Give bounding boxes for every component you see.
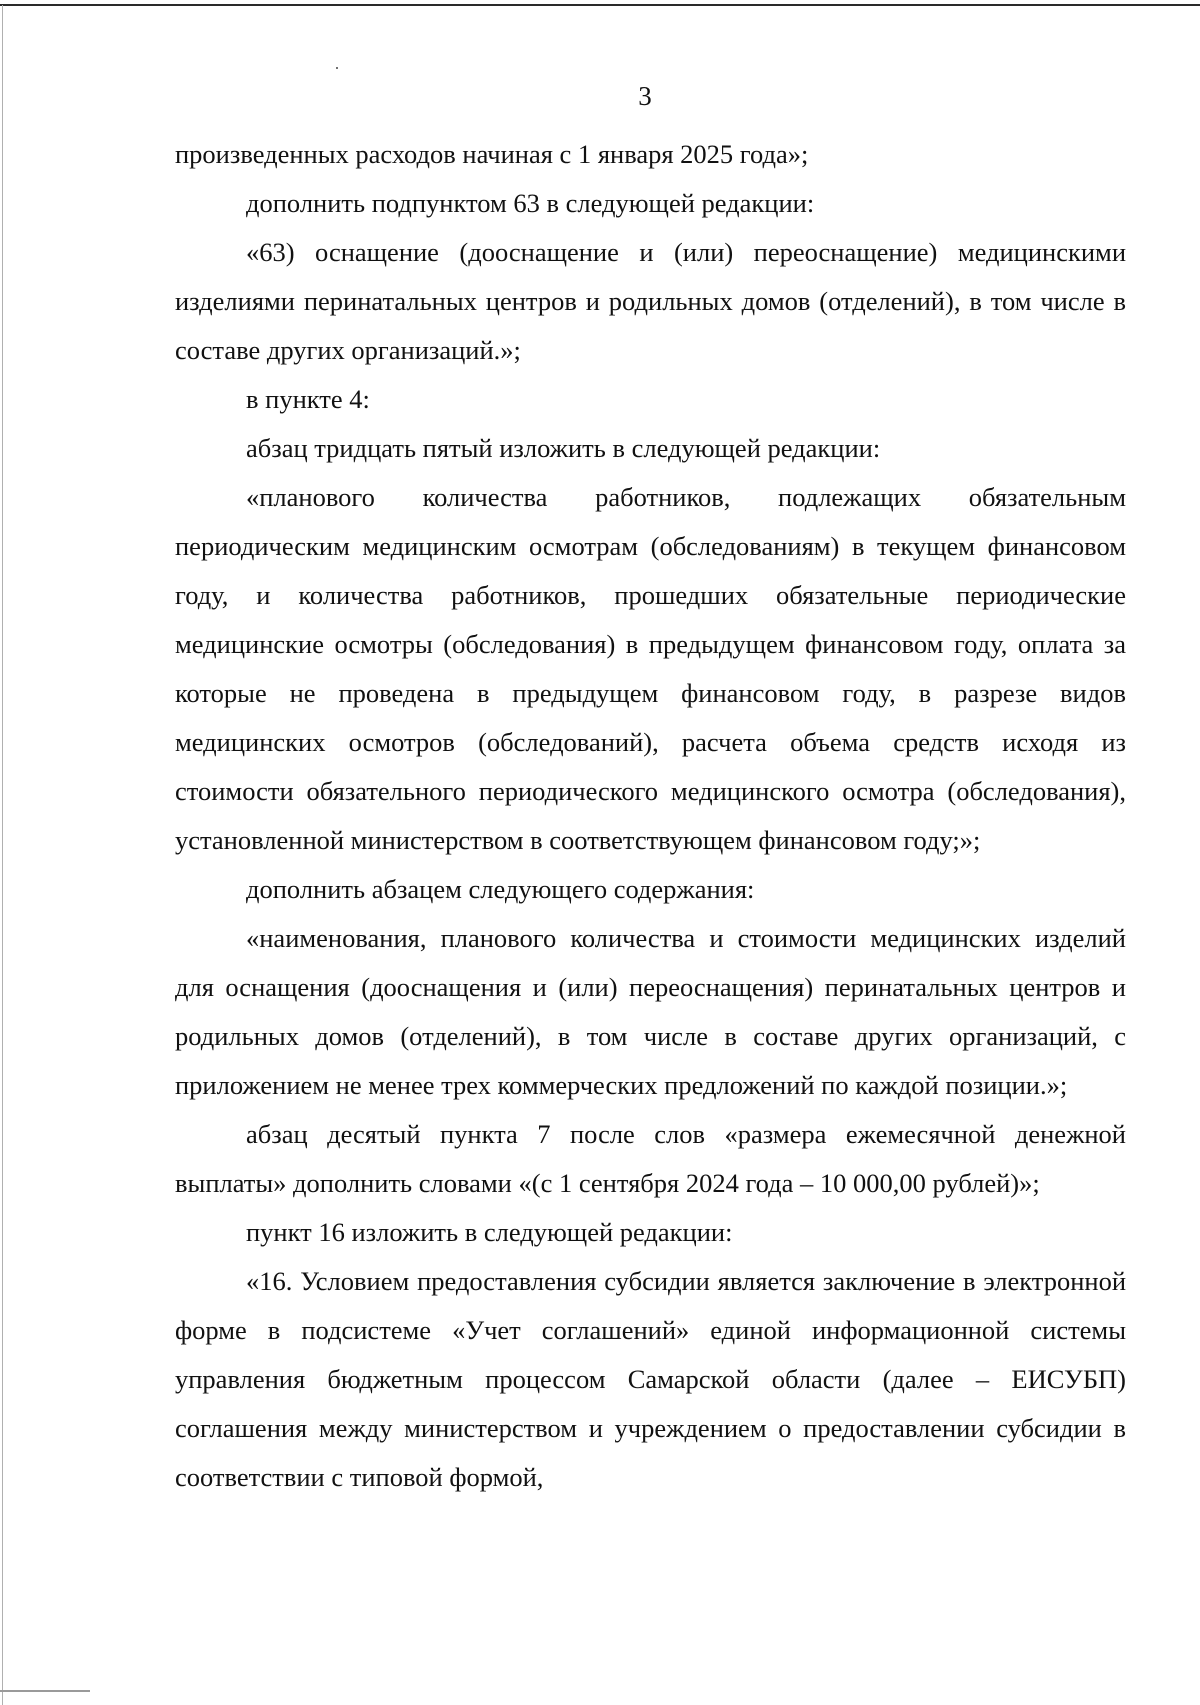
scan-edge-top (0, 4, 1200, 6)
paragraph: «63) оснащение (дооснащение и (или) переоснащение) медицинскими изделиями перинатальных центров и родильных домов (отделений), в том числе в составе других организаций.»; (175, 237, 1126, 365)
paragraph: дополнить абзацем следующего содержания: (246, 874, 755, 904)
paragraph: дополнить подпунктом 63 в следующей редакции: (246, 188, 815, 218)
scan-bottom-mark (0, 1690, 90, 1692)
scan-speck (336, 67, 338, 69)
paragraph: абзац тридцать пятый изложить в следующей редакции: (246, 433, 881, 463)
page-number: 3 (638, 81, 652, 111)
paragraph: в пункте 4: (246, 384, 370, 414)
scan-edge-left (2, 5, 3, 1705)
paragraph: «планового количества работников, подлежащих обязательным периодическим медицинским осмотрам (обследованиям) в текущем финансовом году, и количества работников, прошедших обязательные периодические медицинские осмотры (обследования) в предыдущем финансовом году, оплата за которые не проведена в предыдущем финансовом году, в разрезе видов медицинских осмотров (обследований), расчета объема средств исходя из стоимости обязательного периодического медицинского осмотра (обследования), установленной министерством в соответствующем финансовом году;»; (175, 482, 1126, 855)
paragraph: абзац десятый пункта 7 после слов «размера ежемесячной денежной выплаты» дополнить словами «(с 1 сентября 2024 года – 10 000,00 рублей)»; (175, 1119, 1126, 1198)
paragraph: «16. Условием предоставления субсидии является заключение в электронной форме в подсистеме «Учет соглашений» единой информационной системы управления бюджетным процессом Самарской области (далее – ЕИСУБП) соглашения между министерством и учреждением о предоставлении субсидии в соответствии с типовой формой, (175, 1266, 1126, 1492)
paragraph: пункт 16 изложить в следующей редакции: (246, 1217, 733, 1247)
paragraph: произведенных расходов начиная с 1 января 2025 года»; (175, 139, 809, 169)
paragraph: «наименования, планового количества и стоимости медицинских изделий для оснащения (дооснащения и (или) переоснащения) перинатальных центров и родильных домов (отделений), в том числе в составе других организаций, с приложением не менее трех коммерческих предложений по каждой позиции.»; (175, 923, 1126, 1100)
document-body (175, 130, 1126, 1502)
